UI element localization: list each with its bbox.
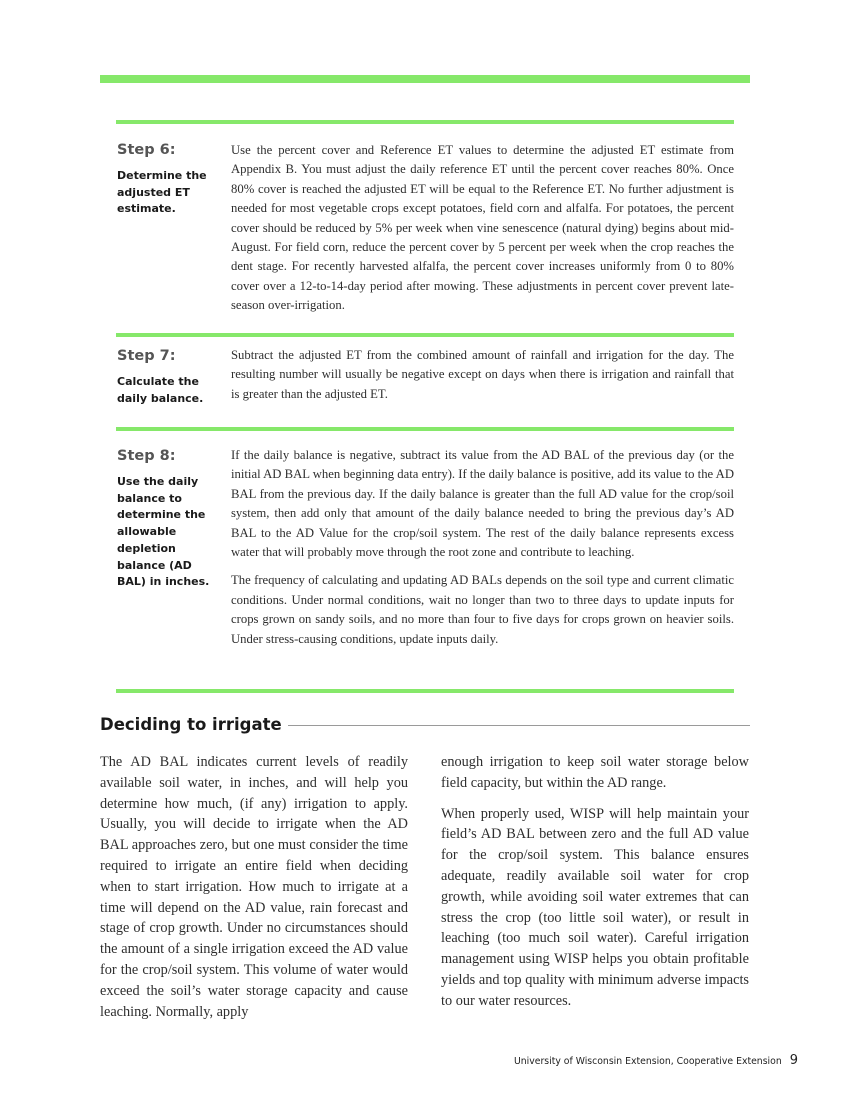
step-6-title: Step 6:: [117, 142, 176, 158]
steps-bottom-divider: [116, 689, 734, 693]
step-7-paragraph: Subtract the adjusted ET from the combined amount of rainfall and irrigation for the day. The resulting number will usually be negative except on days when there is irrigation and rainfall that is greater than the adjusted ET.: [231, 348, 734, 401]
right-column-paragraph-1: enough irrigation to keep soil water storage below field capacity, but within the AD range.: [441, 754, 749, 791]
step-7-heading: [117, 348, 222, 407]
left-column-paragraph: The AD BAL indicates current levels of readily available soil water, in inches, and will help you determine how much, (if any) irrigation to apply. Usually, you will decide to irrigate when the AD BAL approaches zero, but one must consider the time required to irrigate an entire field when deciding when to start irrigation. How much to irrigate at a time will depend on the AD value, rain forecast and stage of crop growth. Under no circumstances should the amount of a single irrigation exceed the AD value for the crop/soil system. This volume of water would exceed the soil’s water storage capacity and cause leaching. Normally, apply: [100, 754, 408, 1020]
section-heading-rule: [260, 725, 750, 726]
step-8-divider: [116, 427, 734, 431]
footer-publisher: University of Wisconsin Extension, Cooperative Extension: [513, 1056, 782, 1067]
page-footer: [514, 1053, 798, 1068]
step-6-divider: [116, 120, 734, 124]
step-8-body: [231, 446, 734, 649]
step-8-title: Step 8:: [117, 448, 176, 464]
step-6-paragraph: Use the percent cover and Reference ET values to determine the adjusted ET estimate from Appendix B. You must adjust the daily reference ET until the percent cover reaches 80%. Once 80% cover is reached the adjusted ET will be equal to the Reference ET. No further adjustment is needed for most vegetable crops except potatoes, field corn and alfalfa. For potatoes, the percent cover should be reduced by 5% per week when vine senescence (natural dying) begins about mid-August. For field corn, reduce the percent cover by 5 percent per week when the crop reaches the dent stage. For recently harvested alfalfa, the percent cover increases uniformly from 0 to 80% cover over a 12-to-14-day period after mowing. These adjustments in percent cover prevent late-season over-irrigation.: [231, 143, 734, 313]
page-number: 9: [789, 1053, 798, 1068]
step-6-subtitle: Determine the adjusted ET estimate.: [117, 169, 207, 216]
step-7-divider: [116, 333, 734, 337]
section-heading: [100, 713, 750, 739]
step-8-subtitle: Use the daily balance to determine the allowable depletion balance (AD BAL) in inches.: [117, 475, 210, 589]
step-7-body: [231, 346, 734, 404]
step-6-body: [231, 141, 734, 316]
step-8-paragraph-1: If the daily balance is negative, subtract its value from the AD BAL of the previous day (or the initial AD BAL when beginning data entry). If the daily balance is positive, add its value to the AD BAL from the previous day. If the daily balance is greater than the full AD value for the crop/soil system, then add only that amount of the daily balance needed to bring the previous day’s AD BAL to the AD Value for the crop/soil system. The rest of the daily balance represents excess water that will probably move through the root zone and contribute to leaching.: [231, 448, 734, 560]
top-accent-bar: [100, 75, 750, 83]
right-column: [441, 752, 749, 1012]
section-title: Deciding to irrigate: [100, 713, 288, 737]
step-6-heading: [117, 142, 222, 218]
step-8-paragraph-2: The frequency of calculating and updating AD BALs depends on the soil type and current climatic conditions. Under normal conditions, wait no longer than two to three days to update inputs for crops grown on sandy soils, and no more than four to five days for crops grown on heavier soils. Under stress-causing conditions, update inputs daily.: [231, 573, 734, 646]
step-8-heading: [117, 448, 222, 591]
right-column-paragraph-2: When properly used, WISP will help maintain your field’s AD BAL between zero and the full AD value for the crop/soil system. This balance ensures adequate, readily available soil water for crop growth, while avoiding soil water extremes that can stress the crop (too little soil water), or result in leaching (too much soil water). Careful irrigation management using WISP helps you obtain profitable yields and top quality with minimum adverse impacts to our water resources.: [441, 805, 749, 1009]
left-column: [100, 752, 408, 1022]
step-7-title: Step 7:: [117, 348, 176, 364]
step-7-subtitle: Calculate the daily balance.: [117, 375, 204, 405]
